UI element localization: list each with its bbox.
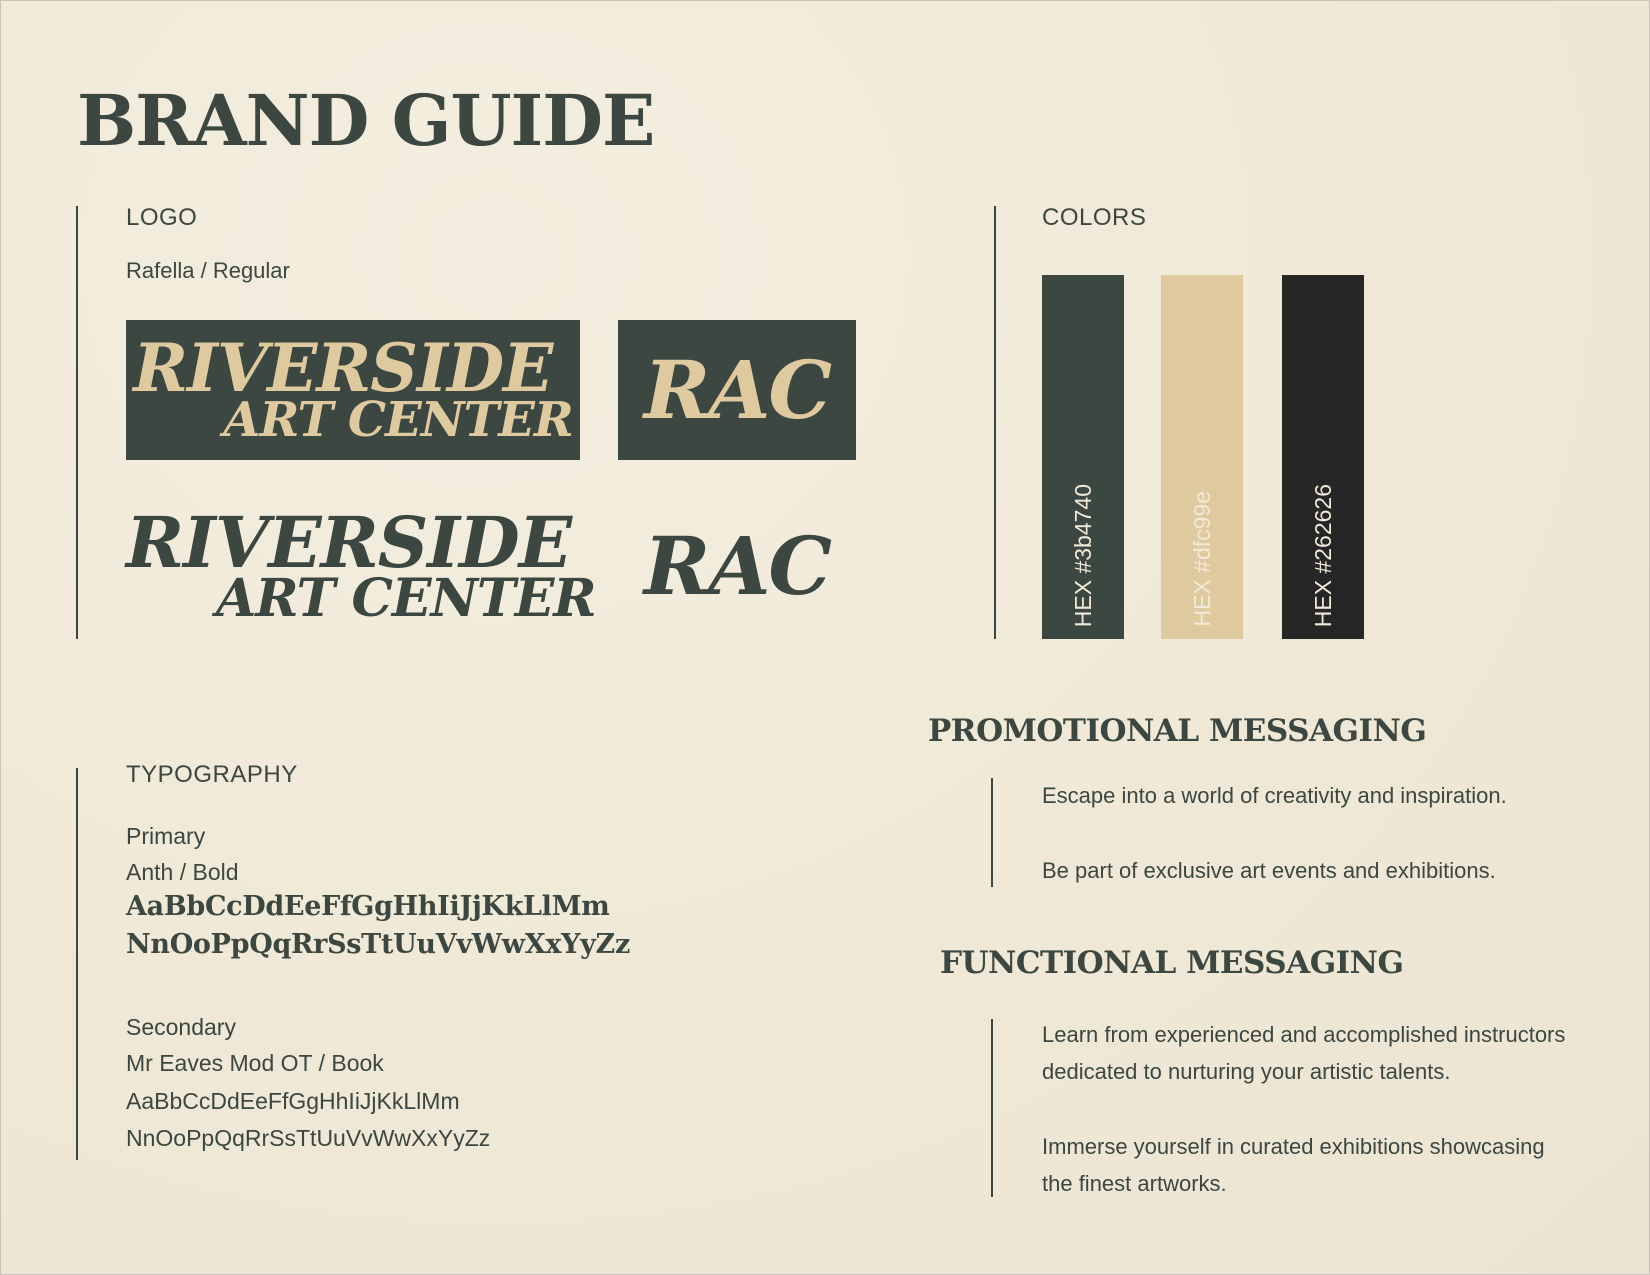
functional-message-2-line2: the finest artworks. [1042, 1171, 1227, 1196]
page-title: BRAND GUIDE [77, 79, 655, 162]
typography-section-label: TYPOGRAPHY [126, 761, 298, 788]
colors-section-label: COLORS [1042, 204, 1147, 231]
primary-font-title: Primary [126, 823, 206, 849]
wordmark-line2-light: ART CENTER [216, 568, 596, 630]
wordmark-line1-light: RIVERSIDE [126, 501, 572, 584]
secondary-font-name: Mr Eaves Mod OT / Book [126, 1050, 384, 1076]
logo-font-name: Rafella / Regular [126, 258, 290, 283]
logo-section-rule [76, 206, 78, 639]
wordmark-line2: ART CENTER [223, 392, 573, 449]
wordmark-logo-light [126, 501, 596, 630]
functional-message-1-line2: dedicated to nurturing your artistic talents. [1042, 1059, 1451, 1084]
promotional-message-2: Be part of exclusive art events and exhibitions. [1042, 858, 1496, 883]
color-swatch-primary [1042, 275, 1124, 639]
primary-font-sample-2: NnOoPpQqRrSsTtUuVvWwXxYyZz [126, 929, 630, 960]
primary-font-sample-1: AaBbCcDdEeFfGgHhIiJjKkLlMm [126, 891, 610, 922]
secondary-font-sample-2: NnOoPpQqRrSsTtUuVvWwXxYyZz [126, 1125, 491, 1151]
swatch-hex-label: HEX #dfc99e [1188, 491, 1215, 627]
functional-message-1-line1: Learn from experienced and accomplished instructors [1042, 1022, 1566, 1047]
swatch-hex-label: HEX #262626 [1309, 483, 1336, 627]
functional-rule [991, 1019, 993, 1197]
color-swatch-gold [1161, 275, 1243, 639]
logo-section-label: LOGO [126, 204, 198, 231]
monogram-logo-light [618, 511, 856, 621]
wordmark-logo-dark [126, 320, 580, 460]
secondary-font-sample-1: AaBbCcDdEeFfGgHhIiJjKkLlMm [126, 1088, 460, 1114]
swatch-hex-label: HEX #3b4740 [1069, 483, 1096, 627]
functional-messaging-heading: FUNCTIONAL MESSAGING [940, 945, 1404, 981]
promotional-message-1: Escape into a world of creativity and inspiration. [1042, 783, 1507, 808]
typography-section-rule [76, 768, 78, 1160]
colors-section-rule [994, 206, 996, 639]
promotional-rule [991, 778, 993, 887]
monogram-text: RAC [643, 343, 831, 437]
monogram-text-light: RAC [643, 519, 831, 613]
primary-font-name: Anth / Bold [126, 859, 239, 885]
color-swatch-dark [1282, 275, 1364, 639]
functional-message-2-line1: Immerse yourself in curated exhibitions showcasing [1042, 1134, 1545, 1159]
promotional-messaging-heading: PROMOTIONAL MESSAGING [928, 713, 1427, 749]
wordmark-line1: RIVERSIDE [133, 328, 553, 407]
monogram-logo-dark [618, 320, 856, 460]
secondary-font-title: Secondary [126, 1014, 236, 1040]
